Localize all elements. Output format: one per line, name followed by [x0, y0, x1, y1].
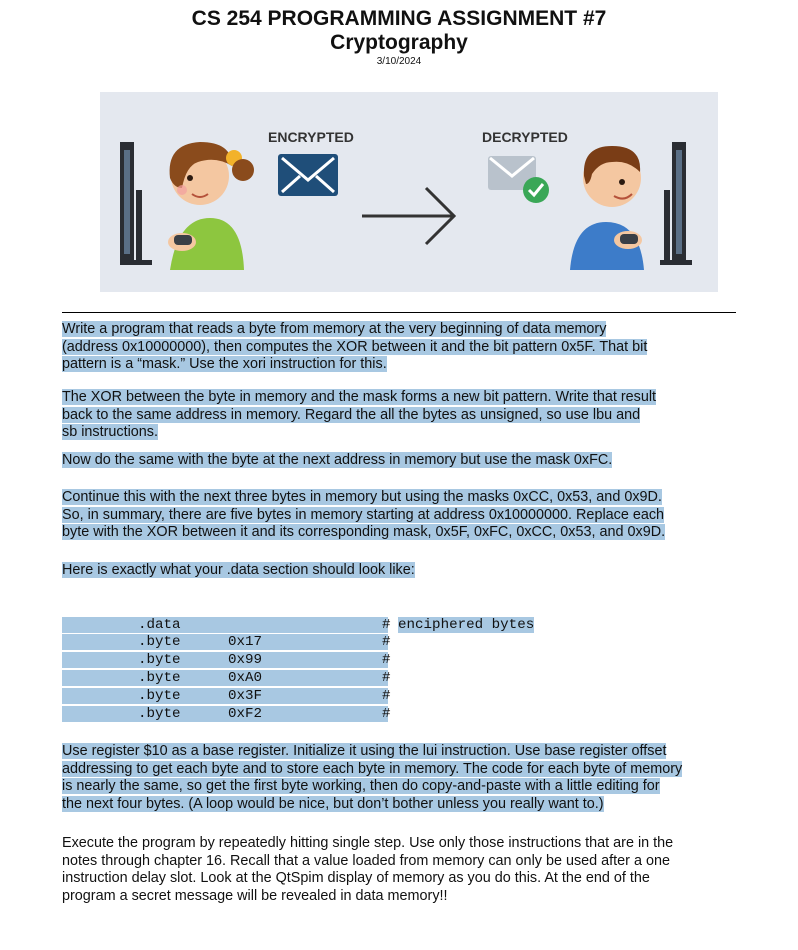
paragraph-register-instructions: [62, 743, 738, 813]
code-highlight: [62, 670, 388, 686]
text-line: Use register $10 as a base register. Initialize it using the lui instruction. Use base register offset: [62, 743, 667, 759]
code-hash: #: [382, 617, 391, 633]
code-comment: enciphered bytes: [398, 617, 535, 633]
text-line: Here is exactly what your .data section should look like:: [62, 562, 415, 578]
text-line: Now do the same with the byte at the next address in memory but use the mask 0xFC.: [62, 452, 613, 468]
paragraph-data-intro: [62, 562, 738, 580]
document-subtitle: Cryptography: [330, 31, 468, 54]
text-line: pattern is a “mask.” Use the xori instruction for this.: [62, 356, 387, 373]
paragraph-instructions-1: [62, 321, 738, 374]
code-highlight: [62, 652, 388, 668]
document-date: 3/10/2024: [376, 56, 422, 67]
text-line: Write a program that reads a byte from memory at the very beginning of data memory: [62, 321, 607, 337]
text-line: notes through chapter 16. Recall that a value loaded from memory can only be used after a one: [62, 852, 670, 869]
code-hash: #: [382, 706, 391, 722]
paragraph-instructions-3: [62, 452, 738, 470]
code-highlight: [62, 617, 388, 633]
code-directive: .byte: [138, 688, 181, 704]
monitor-icon: [120, 142, 152, 265]
code-directive: .byte: [138, 652, 181, 668]
code-highlight: [62, 688, 388, 704]
text-line: The XOR between the byte in memory and the mask forms a new bit pattern. Write that result: [62, 389, 657, 405]
code-directive: .byte: [138, 706, 181, 722]
code-value: 0x17: [228, 634, 263, 650]
text-line: Execute the program by repeatedly hitting single step. Use only those instructions that are in the: [62, 835, 674, 851]
text-line: So, in summary, there are five bytes in memory starting at address 0x10000000. Replace each: [62, 506, 665, 523]
text-line: instruction delay slot. Look at the QtSpim display of memory as you do this. At the end of the: [62, 870, 650, 887]
monitor-icon: [660, 142, 692, 265]
text-line: program a secret message will be revealed in data memory!!: [62, 887, 448, 904]
code-directive: .byte: [138, 634, 181, 650]
boy-illustration: [570, 146, 644, 270]
code-highlight: [62, 634, 388, 650]
text-line: is nearly the same, so get the first byte working, then do copy-and-paste with a little editing for: [62, 778, 660, 795]
text-line: the next four bytes. (A loop would be nice, but don’t bother unless you really want to.): [62, 795, 604, 812]
code-value: 0x3F: [228, 688, 263, 704]
document-title: CS 254 PROGRAMMING ASSIGNMENT #7: [191, 7, 607, 30]
arrow-right-icon: [362, 188, 454, 244]
envelope-icon: [278, 154, 338, 196]
code-hash: #: [382, 670, 391, 686]
text-line: Continue this with the next three bytes in memory but using the masks 0xCC, 0x53, and 0x9D.: [62, 489, 662, 505]
code-value: 0xF2: [228, 706, 263, 722]
banner-illustration: [100, 92, 718, 292]
horizontal-rule: [62, 312, 736, 313]
code-highlight: [62, 706, 388, 722]
encrypted-label: ENCRYPTED: [268, 129, 354, 145]
paragraph-instructions-4: [62, 489, 738, 542]
text-line: byte with the XOR between it and its corresponding mask, 0x5F, 0xFC, 0xCC, 0x53, and 0x9D.: [62, 524, 666, 541]
text-line: (address 0x10000000), then computes the XOR between it and the bit pattern 0x5F. That bit: [62, 338, 648, 355]
code-hash: #: [382, 688, 391, 704]
text-line: addressing to get each byte and to store each byte in memory. The code for each byte of memory: [62, 760, 683, 777]
code-directive: .byte: [138, 670, 181, 686]
text-line: sb instructions.: [62, 424, 158, 441]
code-hash: #: [382, 634, 391, 650]
paragraph-execution-instructions: [62, 835, 738, 905]
encryption-banner: [100, 92, 718, 292]
code-value: 0xA0: [228, 670, 263, 686]
girl-illustration: [168, 142, 254, 270]
code-directive: .data: [138, 617, 181, 633]
paragraph-instructions-2: [62, 389, 738, 442]
text-line: back to the same address in memory. Regard the all the bytes as unsigned, so use lbu and: [62, 406, 641, 423]
decrypted-label: DECRYPTED: [482, 129, 568, 145]
code-hash: #: [382, 652, 391, 668]
envelope-check-icon: [488, 156, 549, 203]
code-value: 0x99: [228, 652, 263, 668]
